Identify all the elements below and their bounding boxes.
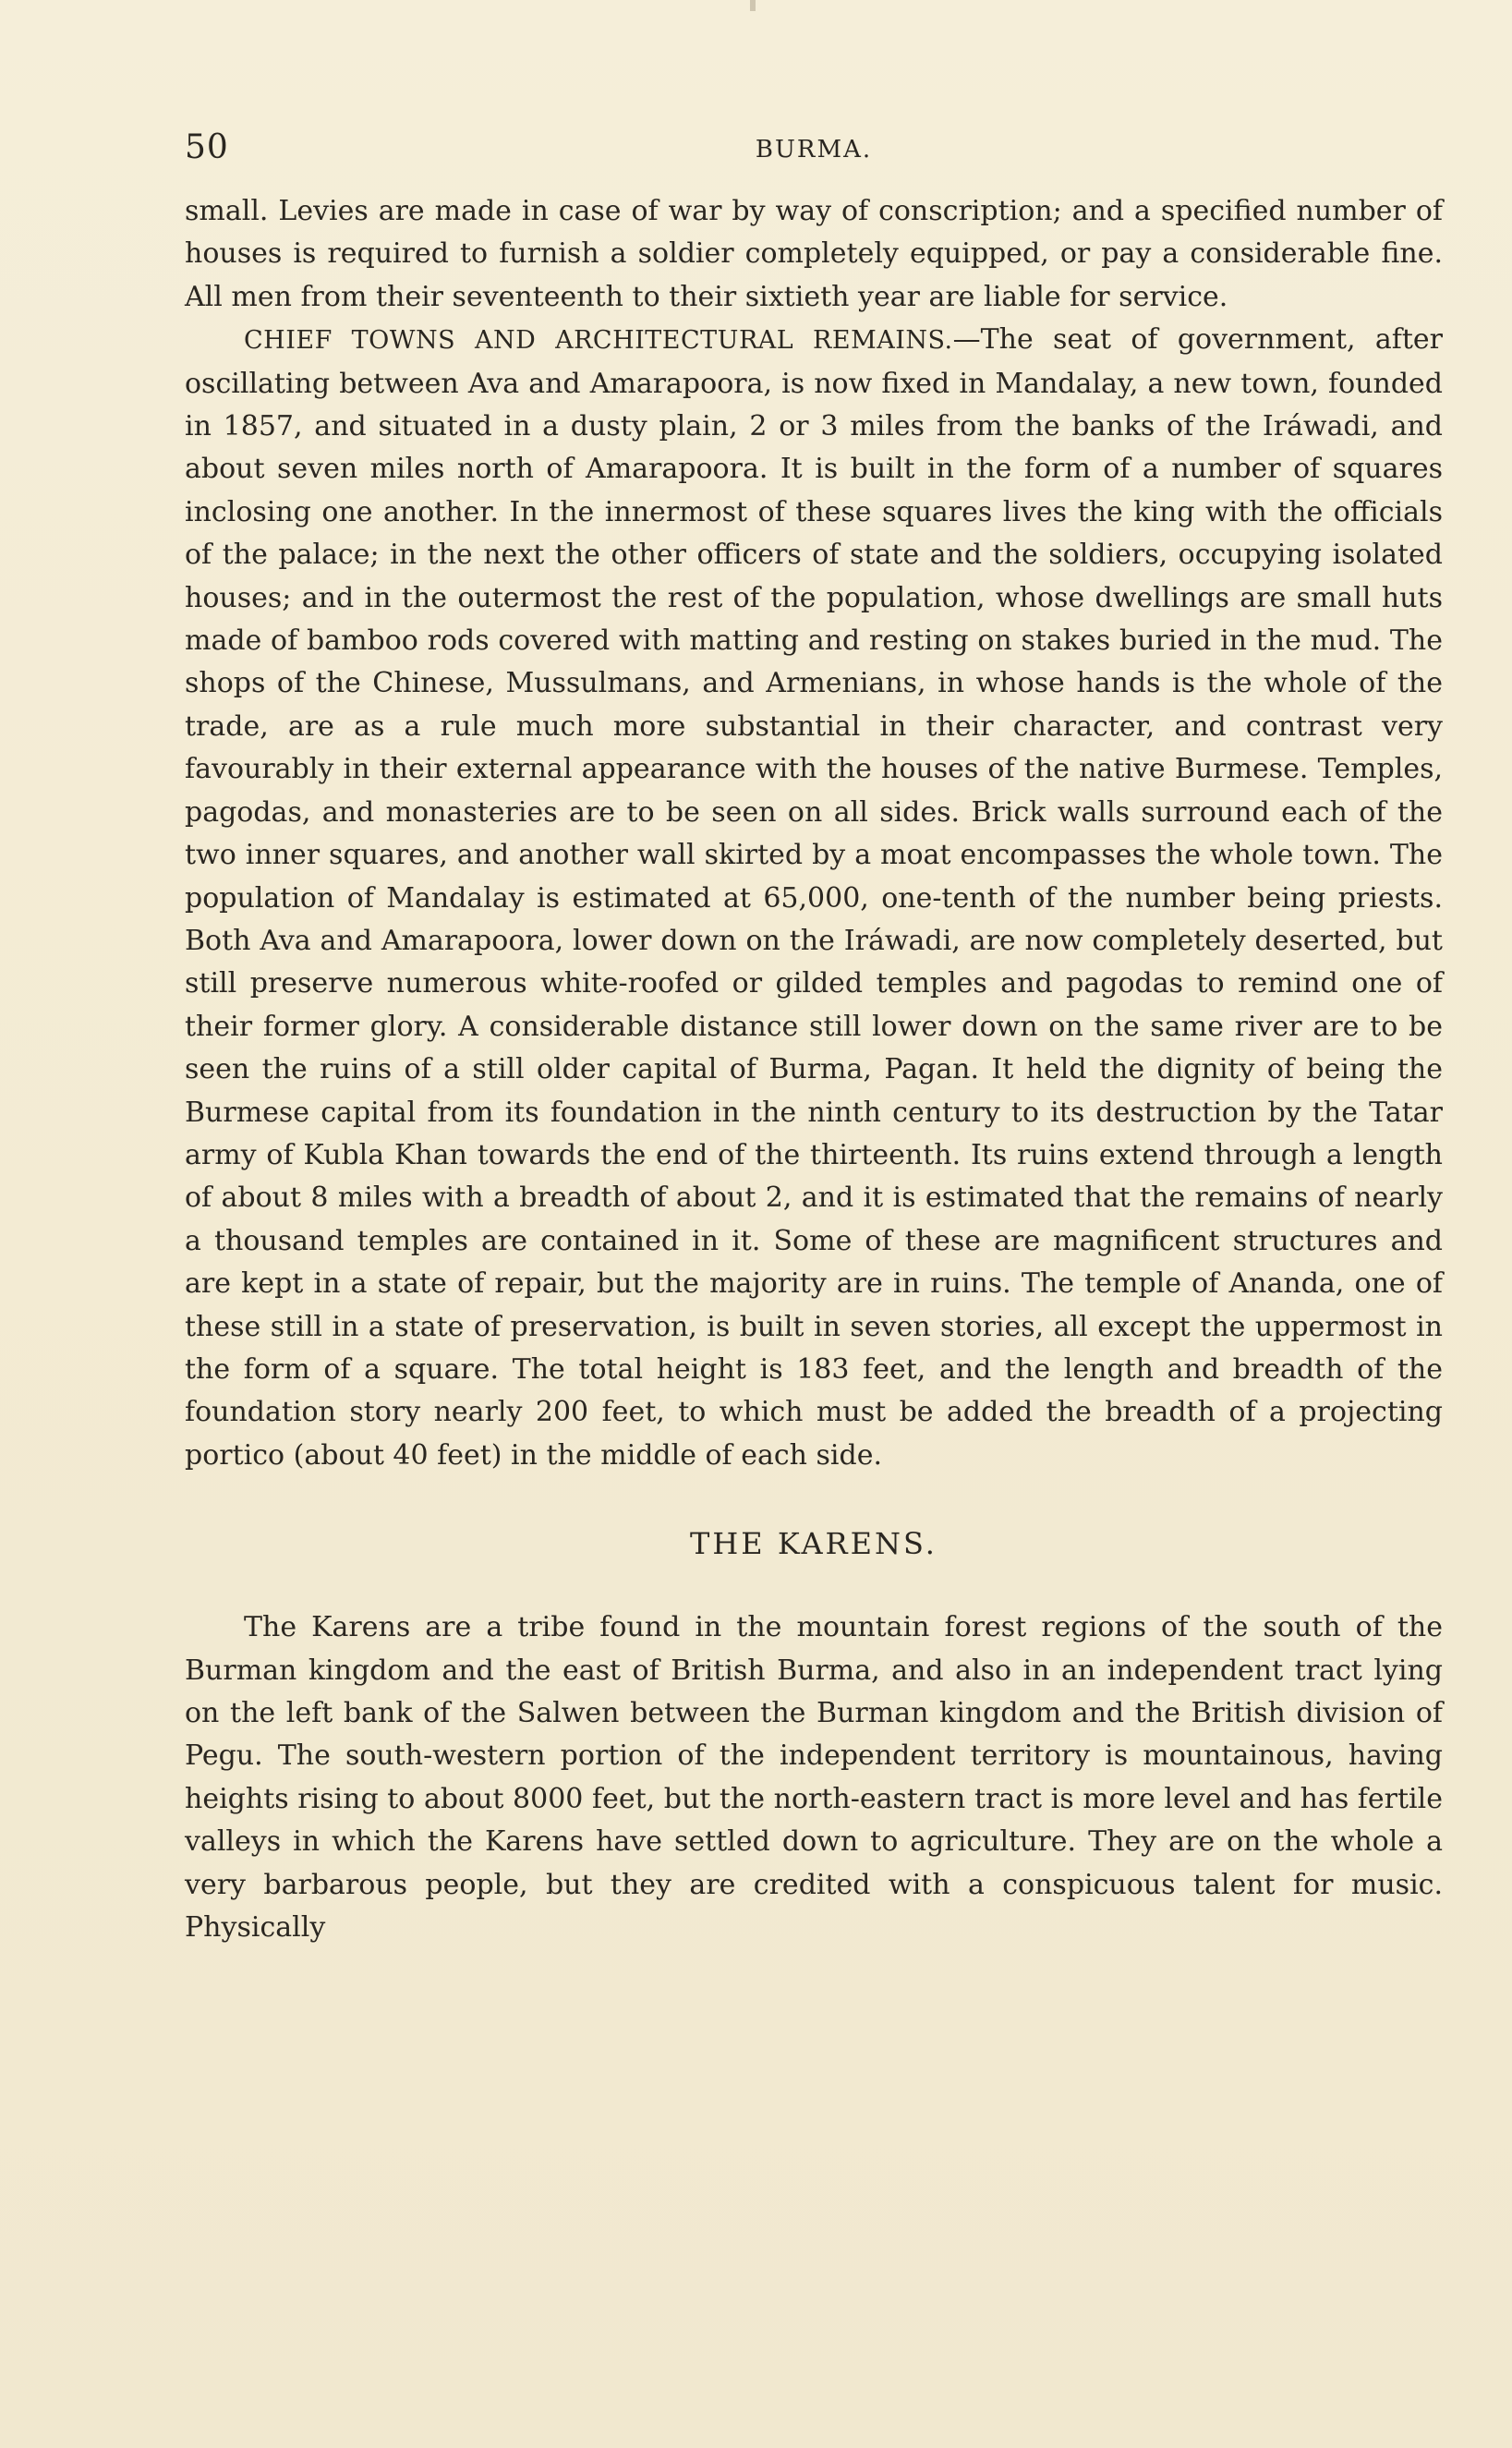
paragraph-text: small. Levies are made in case of war by way of conscription; and a specified number of houses is required to furnish a soldier completely equipped, or pay a considerable fine. All men from their seventeenth to their sixtieth year are liable for service. xyxy=(185,195,1443,313)
running-title: BURMA. xyxy=(755,136,873,164)
paragraph-text: —The seat of government, after oscillating between Ava and Amarapoora, is now fixed in Mandalay, a new town, founded in 1857, and situated in a dusty plain, 2 or 3 miles from the banks of the Iráwadi, and about seven miles north of Amarapoora. It is built in the form of a number of squares inclosing one another. In the innermost of these squares lives the king with the officials of the palace; in the next the other officers of state and the soldiers, occupying isolated houses; and in the outermost the rest of the population, whose dwellings are small huts made of bamboo rods covered with matting and resting on stakes buried in the mud. The shops of the Chinese, Mussulmans, and Armenians, in whose hands is the whole of the trade, are as a rule much more substantial in their character, and contrast very favourably in their external appearance with the houses of the native Burmese. Temples, pagodas, and monasteries are to be seen on all sides. Brick walls surround each of the two inner squares, and another wall skirted by a moat encompasses the whole town. The population of Mandalay is estimated at 65,000, one-tenth of the number being priests. Both Ava and Amarapoora, lower down on the Iráwadi, are now completely deserted, but still preserve numerous white-roofed or gilded temples and pagodas to remind one of their former glory. A considerable distance still lower down on the same river are to be seen the ruins of a still older capital of Burma, Pagan. It held the dignity of being the Burmese capital from its foundation in the ninth century to its destruction by the Tatar army of Kubla Khan towards the end of the thirteenth. Its ruins extend through a length of about 8 miles with a breadth of about 2, and it is estimated that the remains of nearly a thousand temples are contained in it. Some of these are magnificent structures and are kept in a state of repair, but the majority are in ruins. The temple of Ananda, one of these still in a state of preservation, is built in seven stories, all except the uppermost in the form of a square. The total height is 183 feet, and the length and breadth of the foundation story nearly 200 feet, to which must be added the breadth of a projecting portico (about 40 feet) in the middle of each side. xyxy=(185,323,1443,1472)
paragraph-chief-towns xyxy=(185,319,1443,1477)
page-edge-mark xyxy=(750,0,756,11)
paragraph-lead-heading: CHIEF TOWNS AND ARCHITECTURAL REMAINS. xyxy=(244,326,953,356)
page-number: 50 xyxy=(185,128,229,166)
paragraph-karens xyxy=(185,1606,1443,1949)
paragraph-text: The Karens are a tribe found in the mountain forest regions of the south of the Burman kingdom and the east of British Burma, and also in an independent tract lying on the left bank of the Salwen between the Burman kingdom and the British division of Pegu. The south-western portion of the independent territory is mountainous, having heights rising to about 8000 feet, but the north-eastern tract is more level and has fertile valleys in which the Karens have settled down to agriculture. They are on the whole a very barbarous people, but they are credited with a conspicuous talent for music. Physically xyxy=(185,1611,1443,1945)
section-title-karens: THE KARENS. xyxy=(690,1526,937,1562)
paragraph-continued xyxy=(185,190,1443,319)
body-text xyxy=(185,190,1443,1949)
page-header xyxy=(185,129,1443,166)
